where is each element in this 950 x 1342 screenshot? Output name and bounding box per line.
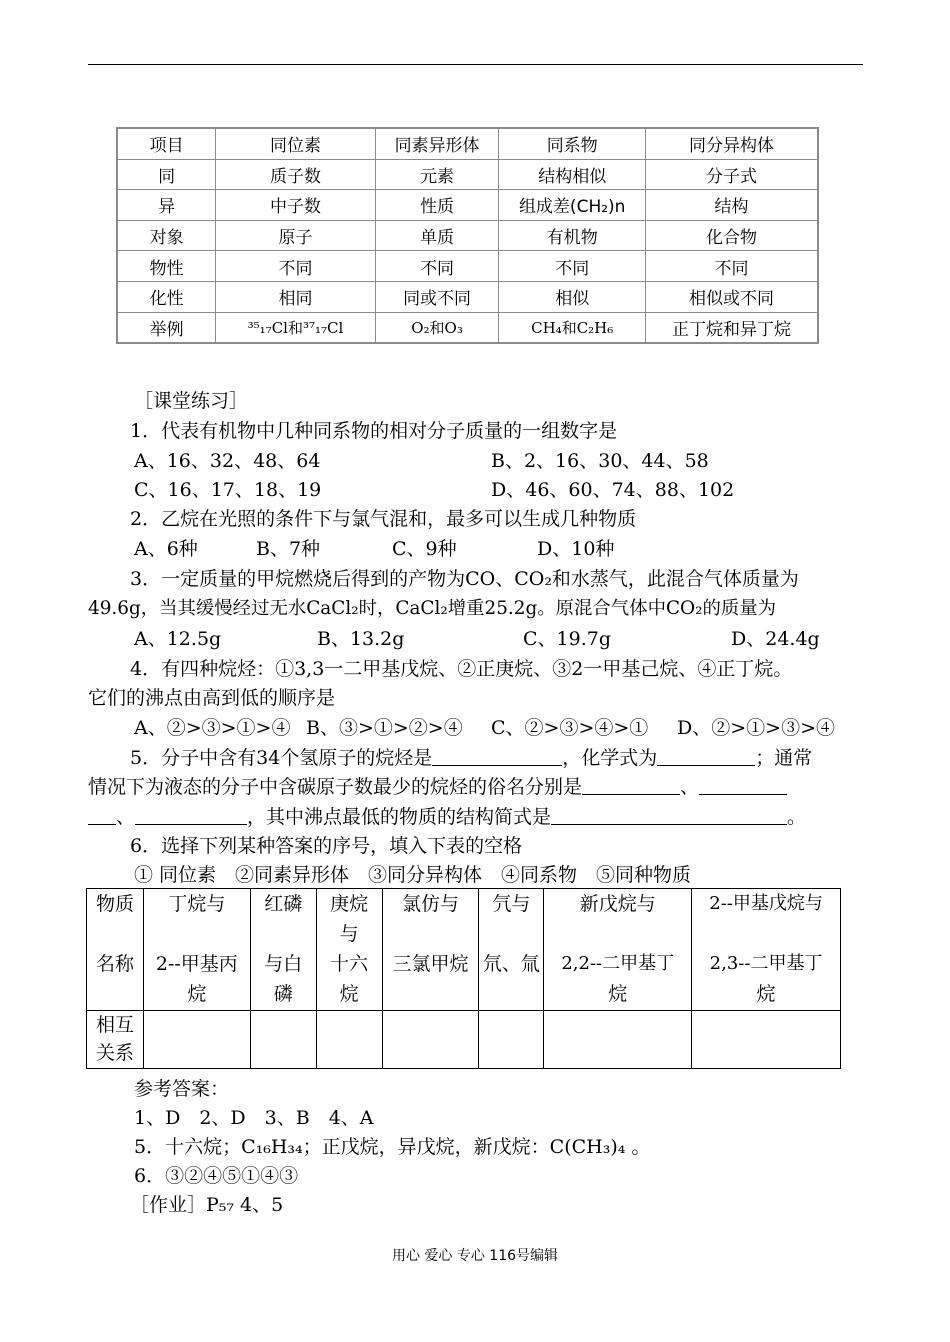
q1-option-d: D、46、60、74、88、102 (491, 479, 735, 501)
q1-option-a: A、16、32、48、64 (134, 450, 321, 472)
q5-text-6: 、 (116, 806, 136, 828)
table-cell: 相似 (499, 281, 646, 312)
q2-option-a: A、6种 (134, 538, 198, 560)
answers-line1: 1、D 2、D 3、B 4、A (134, 1107, 374, 1129)
q4-option-b: B、③>①>②>④ (306, 717, 463, 739)
answer-cell[interactable] (544, 1011, 692, 1069)
section-title: ［课堂练习］ (134, 390, 249, 412)
answers-line2: 5．十六烷；C₁₆H₃₄；正戊烷，异戊烷，新戊烷：C(CH₃)₄ 。 (134, 1136, 651, 1158)
table-cell: 组成差(CH₂)n (499, 190, 646, 221)
cell-line: 与 (339, 923, 359, 945)
cell-line: 红磷 (264, 893, 303, 915)
table-cell: 原子 (216, 220, 376, 251)
comparison-table (116, 127, 819, 344)
cell-line: 2,3--二甲基丁 (709, 953, 823, 974)
cell-line: 2--甲基丙 (155, 953, 238, 975)
answer-cell[interactable] (250, 1011, 316, 1069)
q3-line1: 3．一定质量的甲烷燃烧后得到的产物为CO、CO₂和水蒸气，此混合气体质量为 (130, 568, 799, 590)
table-cell: 同或不同 (375, 281, 499, 312)
q3-option-c: C、19.7g (523, 628, 612, 650)
q4-option-d: D、②>①>③>④ (677, 717, 835, 739)
q5-text-7: ，其中沸点最低的物质的结构简式是 (247, 806, 552, 828)
q1-stem: 1．代表有机物中几种同系物的相对分子质量的一组数字是 (130, 420, 618, 442)
table-cell: CH₄和C₂H₆ (499, 312, 646, 343)
cell-line: 新戊烷与 (579, 893, 656, 915)
q5-text-1: 5．分子中含有34个氢原子的烷烃是 (130, 747, 433, 769)
cell-line: 庚烷 (330, 893, 369, 915)
table-cell: ³⁵₁₇Cl和³⁷₁₇Cl (216, 312, 376, 343)
table-cell: 结构 (646, 190, 818, 221)
cell-line: 烷 (187, 983, 207, 1005)
q5-text-3: ；通常 (755, 747, 813, 769)
cell-line: 关系 (95, 1042, 134, 1064)
q5-line2 (88, 775, 787, 799)
cell-line: 相互 (95, 1014, 134, 1036)
table-row (117, 190, 818, 221)
q5-line3 (88, 805, 806, 829)
q5-text-8: 。 (787, 806, 807, 828)
table-cell: 相同 (216, 281, 376, 312)
cell-line: 丁烷与 (168, 893, 226, 915)
answer-blank-4-cont[interactable] (88, 806, 116, 825)
page-footer: 用心 爱心 专心 116号编辑 (391, 1248, 559, 1264)
q5-text-5: 、 (680, 776, 700, 798)
table-row (117, 220, 818, 251)
answer-cell[interactable] (316, 1011, 382, 1069)
cell-line: 烷 (339, 983, 359, 1005)
q2-option-b: B、7种 (256, 538, 321, 560)
table-cell (544, 889, 692, 1011)
answer-cell[interactable] (382, 1011, 479, 1069)
q2-option-c: C、9种 (392, 538, 457, 560)
table-cell: 正丁烷和异丁烷 (646, 312, 818, 343)
table-cell: 元素 (375, 159, 499, 190)
q4-option-c: C、②>③>④>① (491, 717, 649, 739)
table-row (117, 312, 818, 343)
cell-line: 氯仿与 (401, 893, 459, 915)
homework: ［作业］P₅₇ 4、5 (130, 1194, 284, 1216)
header-rule (88, 64, 863, 65)
table-row (117, 281, 818, 312)
answer-blank-3[interactable] (582, 776, 680, 795)
table-cell: 同 (117, 159, 216, 190)
table-row (117, 159, 818, 190)
table-cell (250, 889, 316, 1011)
answer-blank-5[interactable] (135, 806, 247, 825)
table-cell: 化合物 (646, 220, 818, 251)
answer-blank-2[interactable] (657, 747, 755, 766)
q1-option-b: B、2、16、30、44、58 (491, 450, 709, 472)
table-cell: 项目 (117, 128, 216, 159)
table-cell (382, 889, 479, 1011)
q1-option-c: C、16、17、18、19 (134, 479, 322, 501)
q3-option-a: A、12.5g (134, 628, 222, 650)
table-cell: 性质 (375, 190, 499, 221)
table-cell: 化性 (117, 281, 216, 312)
q4-line1: 4．有四种烷烃：①3,3一二甲基戊烷、②正庚烷、③2一甲基己烷、④正丁烷。 (130, 658, 793, 680)
table-cell: 结构相似 (499, 159, 646, 190)
table-cell: 中子数 (216, 190, 376, 221)
cell-line: 2,2--二甲基丁 (561, 953, 675, 974)
cell-line: 名称 (95, 953, 134, 975)
answer-blank-4[interactable] (699, 776, 787, 795)
cell-line: 三氯甲烷 (392, 953, 469, 975)
cell-line: 烷 (608, 983, 628, 1005)
q5-text-4: 情况下为液态的分子中含碳原子数最少的烷烃的俗名分别是 (88, 776, 583, 798)
table-cell: 分子式 (646, 159, 818, 190)
table-cell: 举例 (117, 312, 216, 343)
q3-line2: 49.6g，当其缓慢经过无水CaCl₂时，CaCl₂增重25.2g。原混合气体中CO₂的质量为 (88, 598, 777, 619)
cell-line: 氕与 (492, 893, 531, 915)
table-cell (692, 889, 841, 1011)
relation-table (86, 888, 841, 1069)
q2-stem: 2．乙烷在光照的条件下与氯气混和，最多可以生成几种物质 (130, 508, 637, 530)
table-cell: 相似或不同 (646, 281, 818, 312)
q5-text-2: ，化学式为 (562, 747, 658, 769)
answer-cell[interactable] (479, 1011, 544, 1069)
table-header-row (117, 128, 818, 159)
table-cell (87, 889, 144, 1011)
q4-option-a: A、②>③>①>④ (134, 717, 291, 739)
table-row (87, 889, 841, 1011)
q6-options: ① 同位素 ②同素异形体 ③同分异构体 ④同系物 ⑤同种物质 (134, 864, 692, 886)
table-cell: 不同 (216, 251, 376, 282)
cell-line: 2--甲基戊烷与 (709, 893, 823, 914)
table-cell: 物性 (117, 251, 216, 282)
cell-line: 与白 (264, 953, 303, 975)
q5-line1 (130, 746, 812, 770)
cell-line: 磷 (273, 983, 293, 1005)
answer-blank-6[interactable] (551, 806, 787, 825)
cell-line: 物质 (95, 893, 134, 915)
answers-line3: 6．③②④⑤①④③ (134, 1165, 299, 1187)
q4-line2: 它们的沸点由高到低的顺序是 (88, 687, 336, 709)
table-cell: 同分异构体 (646, 128, 818, 159)
q3-option-d: D、24.4g (731, 628, 820, 650)
table-cell (316, 889, 382, 1011)
table-cell: 不同 (375, 251, 499, 282)
cell-line: 氘、氚 (482, 953, 540, 975)
answer-blank-1[interactable] (432, 747, 562, 766)
table-cell: 质子数 (216, 159, 376, 190)
table-cell: 不同 (646, 251, 818, 282)
table-cell: 同系物 (499, 128, 646, 159)
answer-cell[interactable] (692, 1011, 841, 1069)
table-row (117, 251, 818, 282)
q3-option-b: B、13.2g (317, 628, 405, 650)
q6-stem: 6．选择下列某种答案的序号，填入下表的空格 (130, 835, 523, 857)
table-cell (87, 1011, 144, 1069)
cell-line: 十六 (330, 953, 369, 975)
table-cell (479, 889, 544, 1011)
cell-line: 烷 (756, 983, 776, 1005)
q2-option-d: D、10种 (537, 538, 615, 560)
table-cell: 单质 (375, 220, 499, 251)
table-cell: 有机物 (499, 220, 646, 251)
table-cell: 不同 (499, 251, 646, 282)
table-cell: 异 (117, 190, 216, 221)
table-cell: 同位素 (216, 128, 376, 159)
answer-cell[interactable] (143, 1011, 250, 1069)
table-cell: 同素异形体 (375, 128, 499, 159)
answers-title: 参考答案： (134, 1078, 230, 1100)
table-cell: 对象 (117, 220, 216, 251)
table-cell: O₂和O₃ (375, 312, 499, 343)
table-row (87, 1011, 841, 1069)
table-cell (143, 889, 250, 1011)
